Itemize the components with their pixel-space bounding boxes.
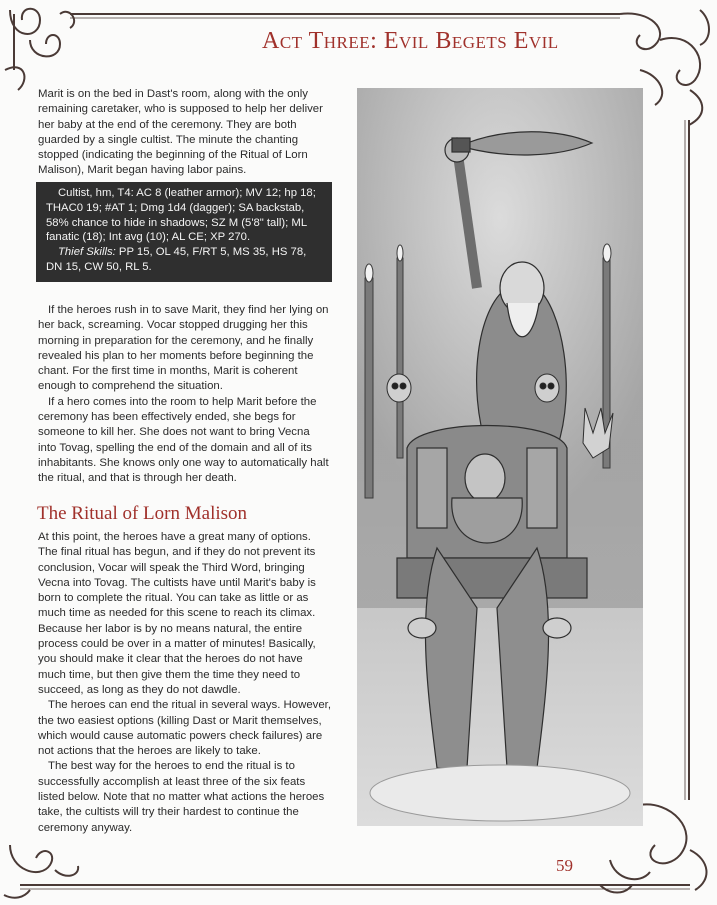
paragraph-heroes-rush-in: If the heroes rush in to save Marit, they find her lying on her back, screaming. Vocar stopped drugging her this morning in preparation for the ceremony, and he finally revealed his plan to her moments before beginning the chant. For the first time in months, Marit is coherent enough to comprehend the situation.	[38, 304, 329, 393]
paragraph-end-ritual-ways: The heroes can end the ritual in several ways. However, the two easiest options (killing Dast or Marit themselves, which would cause automatic powers check failures) are not actions that the heroes are likely to take.	[38, 699, 332, 758]
thief-skills-line	[46, 245, 325, 275]
paragraph-marit-begs: If a hero comes into the room to help Marit before the ceremony has been effectively ended, she begs for someone to kill her. She does not want to bring Vecna into Tovag, spelling the end of the domain and all of its inhabitants. She knows only one way to automatically halt the ritual, and that is through her death.	[38, 395, 329, 485]
page-number: 59	[556, 856, 573, 875]
corner-scroll-bottom-left	[4, 845, 78, 898]
thief-skills-values: PP 15, OL 45, F/RT 5, MS 35, HS 78, DN 15, CW 50, RL 5.	[46, 246, 307, 273]
rescue-paragraph-block	[38, 303, 331, 487]
corner-scroll-top-left	[5, 9, 74, 90]
intro-paragraph-block	[38, 87, 331, 179]
ritual-paragraph-block	[38, 530, 331, 836]
paragraph-best-way: The best way for the heroes to end the ritual is to successfully accomplish at least three of the six feats listed below. Note that no matter what actions the heroes take, the cultists will try their hardest to continue the ceremony anyway.	[38, 760, 325, 834]
illustration-drawing	[357, 88, 643, 826]
chapter-title: Act Three: Evil Begets Evil	[262, 28, 559, 54]
paragraph-options: At this point, the heroes have a great many of options. The final ritual has begun, and if they do not prevent its conclusion, Vocar will speak the Third Word, bringing Vecna into Tovag. The cultists have until Marit's baby is born to complete the ritual. You can take as little or as much time as needed for this scene to reach its climax. Because her labor is by no means natural, the entire process could be over in a matter of minutes! Basically, you should make it clear that the heroes do not have much time, but then give them the time they need to succeed, as long as they do not dawdle.	[38, 531, 316, 696]
floor-shadow	[370, 765, 630, 821]
cultist-stats: Cultist, hm, T4: AC 8 (leather armor); MV 12; hp 18; THAC0 19; #AT 1; Dmg 1d4 (dagger); SA backstab, 58% chance to hide in shadows; SZ M (5'8" tall); ML fanatic (18); Int avg (10); AL CE; XP 270.	[46, 187, 316, 244]
paragraph-marit-on-bed: Marit is on the bed in Dast's room, along with the only remaining caretaker, who is supposed to help her deliver her baby at the end of the ceremony. They are both guarded by a single cultist. The minute the chanting stopped (indicating the beginning of the Ritual of Lorn Malison), Marit began having labor pains.	[38, 88, 323, 177]
ritual-illustration	[357, 88, 643, 826]
cultist-stat-block	[36, 182, 332, 282]
section-heading-ritual: The Ritual of Lorn Malison	[37, 503, 248, 524]
thief-skills-label: Thief Skills:	[58, 246, 116, 259]
